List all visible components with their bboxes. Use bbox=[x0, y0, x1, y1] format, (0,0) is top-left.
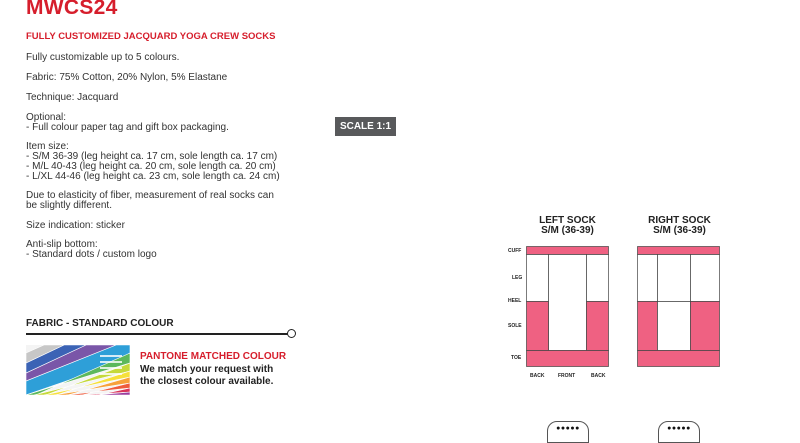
pantone-title: PANTONE MATCHED COLOUR bbox=[140, 351, 287, 362]
left-sock-title bbox=[515, 216, 620, 236]
zone-label-heel: HEEL bbox=[508, 298, 522, 304]
fabric-divider bbox=[26, 333, 290, 335]
zone-label-toe: TOE bbox=[511, 355, 522, 361]
right-sock-title bbox=[627, 216, 732, 236]
product-code: MWCS24 bbox=[26, 0, 118, 19]
spec-elasticity: Due to elasticity of fiber, measurement of real socks can be slightly different. bbox=[26, 190, 274, 211]
left-sock-title-line1: LEFT SOCK bbox=[539, 215, 596, 226]
fabric-heading: FABRIC - STANDARD COLOUR bbox=[26, 318, 174, 329]
left-sock-label-front: FRONT bbox=[558, 373, 576, 379]
right-sock-diagram bbox=[637, 246, 721, 373]
zone-label-leg: LEG bbox=[512, 275, 523, 281]
scale-badge: SCALE 1:1 bbox=[335, 117, 396, 136]
pantone-description: We match your request with the closest colour available. bbox=[140, 364, 274, 387]
anti-slip-sticker-right: ●●●●● bbox=[658, 421, 700, 443]
spec-optional: Optional: - Full colour paper tag and gift box packaging. bbox=[26, 112, 229, 133]
left-sock-label-back-right: BACK bbox=[591, 373, 606, 379]
right-sock-title-line2: S/M (36-39) bbox=[653, 225, 706, 236]
fabric-divider-end bbox=[287, 329, 296, 338]
zone-label-cuff: CUFF bbox=[508, 248, 522, 254]
spec-technique: Technique: Jacquard bbox=[26, 92, 119, 103]
product-subtitle: FULLY CUSTOMIZED JACQUARD YOGA CREW SOCKS bbox=[26, 31, 276, 42]
pantone-swatch-fan-image bbox=[26, 345, 130, 395]
spec-item-size: Item size: - S/M 36-39 (leg height ca. 17 cm, sole length ca. 17 cm) - M/L 40-43 (leg height ca. 20 cm, sole length ca. 20 cm) - L/XL 44-46 (leg height ca. 23 cm, sole length ca. 24 cm) bbox=[26, 141, 280, 182]
spec-customizable: Fully customizable up to 5 colours. bbox=[26, 52, 180, 63]
spec-size-indication: Size indication: sticker bbox=[26, 220, 125, 231]
zone-label-sole: SOLE bbox=[508, 323, 522, 329]
left-sock-label-back-left: BACK bbox=[530, 373, 545, 379]
right-sock-title-line1: RIGHT SOCK bbox=[648, 215, 711, 226]
anti-slip-sticker-left: ●●●●● bbox=[547, 421, 589, 443]
left-sock-title-line2: S/M (36-39) bbox=[541, 225, 594, 236]
spec-anti-slip: Anti-slip bottom: - Standard dots / custom logo bbox=[26, 239, 157, 260]
spec-fabric: Fabric: 75% Cotton, 20% Nylon, 5% Elastane bbox=[26, 72, 228, 83]
left-sock-diagram bbox=[526, 246, 610, 373]
